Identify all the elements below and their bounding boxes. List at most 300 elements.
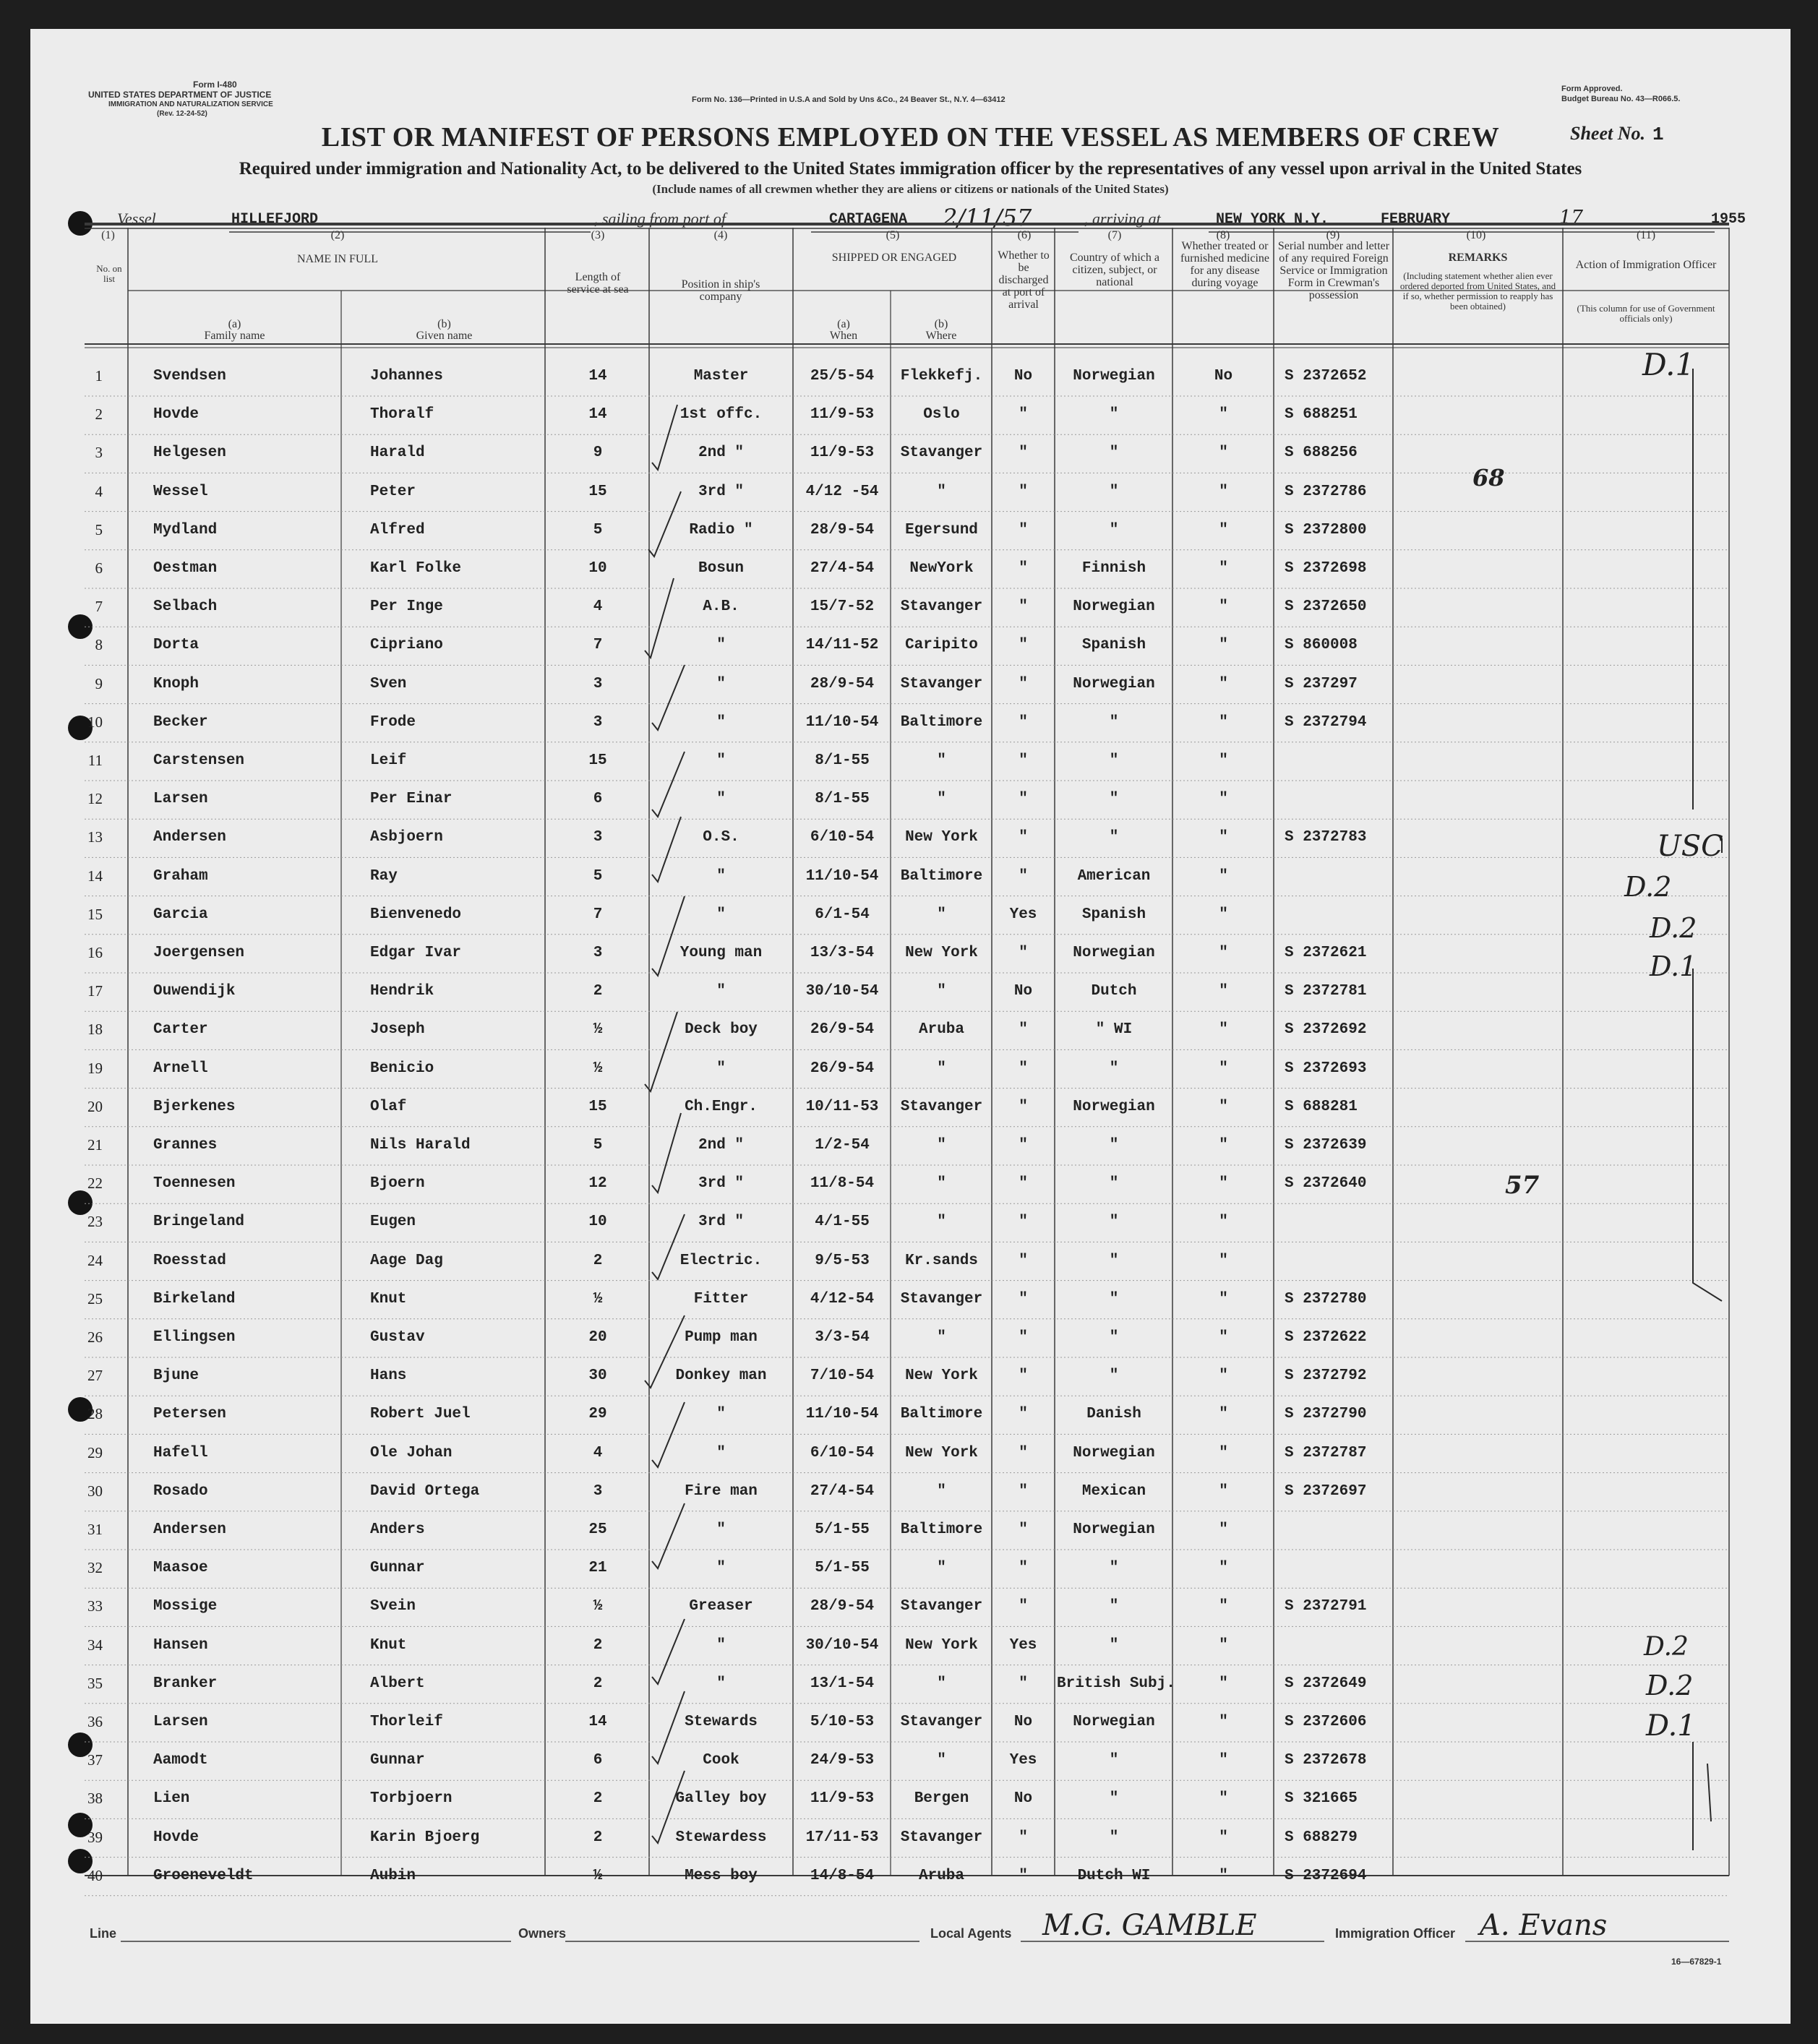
- cell-where: ": [937, 1482, 946, 1500]
- cell-where: Baltimore: [900, 867, 983, 885]
- cell-when: 14/8-54: [810, 1867, 875, 1884]
- row-number: 36: [87, 1713, 103, 1730]
- cell-disch: ": [1019, 1829, 1028, 1846]
- cell-disch: ": [1019, 1175, 1028, 1193]
- cell-treated: ": [1219, 637, 1228, 654]
- cell-treated: ": [1219, 1636, 1228, 1654]
- cell-disch: ": [1019, 1137, 1028, 1154]
- row-number: 21: [87, 1136, 103, 1154]
- row-number: 2: [95, 405, 103, 424]
- header-where-marker: (b): [934, 318, 948, 330]
- cell-where: Flekkefj.: [900, 368, 983, 385]
- cell-family: Helgesen: [153, 445, 226, 462]
- cell-family: Graham: [153, 867, 208, 885]
- cell-treated: ": [1219, 1098, 1228, 1115]
- cell-service: ½: [593, 1867, 603, 1884]
- cell-service: ½: [593, 1060, 603, 1077]
- cell-country: ": [1109, 445, 1119, 462]
- cell-service: 3: [593, 713, 603, 731]
- cell-family: Bringeland: [153, 1214, 245, 1231]
- page-title: LIST OR MANIFEST OF PERSONS EMPLOYED ON THE VESSEL AS MEMBERS OF CREW: [321, 122, 1500, 153]
- cell-position: 3rd ": [698, 1175, 744, 1193]
- cell-serial: S 2372640: [1285, 1175, 1367, 1193]
- cell-given: Olaf: [370, 1098, 407, 1115]
- row-number: 11: [87, 752, 103, 769]
- cell-position: ": [716, 1060, 726, 1077]
- cell-disch: ": [1019, 1367, 1028, 1385]
- cell-given: Albert: [370, 1675, 425, 1692]
- cell-service: ½: [593, 1598, 603, 1615]
- cell-service: 7: [593, 906, 603, 923]
- remark-row-23: 57: [1505, 1171, 1540, 1200]
- row-number: 32: [87, 1559, 103, 1577]
- cell-when: 1/2-54: [815, 1137, 870, 1154]
- cell-country: Mexican: [1081, 1482, 1146, 1500]
- cell-given: Gunnar: [370, 1752, 425, 1769]
- cell-treated: ": [1219, 1521, 1228, 1538]
- row-number: 27: [87, 1367, 103, 1385]
- cell-treated: ": [1219, 1752, 1228, 1769]
- cell-country: Norwegian: [1073, 675, 1155, 692]
- row-number: 16: [87, 944, 103, 961]
- cell-treated: ": [1219, 752, 1228, 769]
- cell-position: Young man: [679, 945, 763, 961]
- action-row-14: USC: [1657, 830, 1723, 863]
- row-number: 24: [87, 1251, 103, 1269]
- cell-where: ": [937, 1137, 946, 1154]
- cell-disch: ": [1019, 521, 1028, 538]
- cell-disch: No: [1013, 1714, 1033, 1730]
- cell-where: New York: [905, 1367, 978, 1385]
- row-number: 26: [87, 1328, 103, 1346]
- cell-treated: ": [1219, 1444, 1228, 1461]
- cell-treated: ": [1219, 598, 1228, 616]
- cell-when: 28/9-54: [810, 1598, 875, 1615]
- cell-when: 9/5-53: [815, 1252, 870, 1269]
- cell-serial: S 2372794: [1285, 713, 1367, 731]
- cell-position: ": [716, 1406, 726, 1423]
- cell-country: British Subj.: [1057, 1675, 1175, 1692]
- cell-service: 3: [593, 675, 603, 692]
- cell-serial: S 2372781: [1285, 983, 1367, 1000]
- cell-position: ": [716, 1521, 726, 1538]
- cell-family: Larsen: [153, 1714, 208, 1730]
- cell-disch: ": [1019, 1329, 1028, 1346]
- cell-position: ": [716, 1675, 726, 1692]
- cell-service: 15: [588, 483, 607, 500]
- cell-given: Asbjoern: [370, 829, 443, 846]
- action-row-1: D.1: [1642, 347, 1695, 382]
- row-number: 7: [95, 598, 103, 616]
- cell-serial: S 688281: [1285, 1098, 1358, 1115]
- col-num-2: (2): [330, 229, 345, 241]
- header-given-name: Given name: [416, 330, 473, 342]
- cell-treated: ": [1219, 521, 1228, 538]
- cell-when: 5/10-53: [810, 1714, 875, 1730]
- action-row-35: D.2: [1646, 1670, 1694, 1701]
- cell-serial: S 688256: [1285, 445, 1358, 462]
- cell-serial: S 2372650: [1285, 598, 1367, 616]
- col-num-10: (10): [1466, 229, 1486, 241]
- cell-given: David Ortega: [370, 1482, 480, 1500]
- cell-disch: ": [1019, 1214, 1028, 1231]
- cell-country: Norwegian: [1073, 1098, 1155, 1115]
- row-number: 14: [87, 867, 103, 885]
- cell-where: Baltimore: [900, 1521, 983, 1538]
- cell-when: 3/3-54: [815, 1329, 870, 1346]
- cell-family: Roesstad: [153, 1252, 226, 1269]
- cell-service: 30: [588, 1367, 607, 1385]
- cell-serial: S 2372652: [1285, 368, 1367, 385]
- cell-where: Caripito: [905, 637, 978, 654]
- cell-service: 6: [593, 1752, 603, 1769]
- cell-service: 25: [588, 1521, 607, 1538]
- cell-serial: S 688279: [1285, 1829, 1358, 1846]
- cell-position: 3rd ": [698, 483, 744, 500]
- cell-when: 4/1-55: [815, 1214, 870, 1231]
- cell-position: Stewardess: [675, 1829, 767, 1846]
- cell-when: 4/12 -54: [805, 483, 879, 500]
- vessel-label: Vessel: [117, 210, 156, 228]
- cell-country: Danish: [1086, 1406, 1141, 1423]
- cell-family: Ellingsen: [153, 1329, 236, 1346]
- row-number: 10: [87, 713, 103, 731]
- cell-when: 24/9-53: [810, 1752, 875, 1769]
- cell-family: Joergensen: [153, 945, 245, 961]
- cell-service: 2: [593, 1252, 603, 1269]
- cell-where: New York: [905, 1636, 978, 1654]
- cell-given: Gunnar: [370, 1560, 425, 1577]
- cell-disch: ": [1019, 1482, 1028, 1500]
- cell-position: ": [716, 983, 726, 1000]
- cell-position: Bosun: [698, 560, 744, 577]
- cell-serial: S 2372698: [1285, 560, 1367, 577]
- cell-when: 30/10-54: [805, 983, 879, 1000]
- footer-agents-signature: M.G. GAMBLE: [1042, 1909, 1257, 1942]
- cell-service: 4: [593, 1444, 603, 1461]
- cell-where: New York: [905, 829, 978, 846]
- cell-when: 8/1-55: [815, 791, 870, 808]
- cell-treated: ": [1219, 445, 1228, 462]
- cell-disch: ": [1019, 1098, 1028, 1115]
- cell-country: ": [1109, 1329, 1119, 1346]
- cell-family: Arnell: [153, 1060, 208, 1077]
- cell-given: Sven: [370, 675, 407, 692]
- cell-service: 5: [593, 521, 603, 538]
- cell-serial: S 2372678: [1285, 1752, 1367, 1769]
- cell-position: ": [716, 1560, 726, 1577]
- cell-country: ": [1109, 406, 1119, 424]
- header-length-of-service: Length of service at sea: [567, 271, 629, 296]
- cell-where: ": [937, 1214, 946, 1231]
- cell-country: American: [1077, 867, 1151, 885]
- cell-serial: S 2372621: [1285, 945, 1367, 961]
- cell-where: ": [937, 1752, 946, 1769]
- cell-service: 12: [588, 1175, 607, 1193]
- cell-family: Andersen: [153, 829, 226, 846]
- cell-when: 26/9-54: [810, 1060, 875, 1077]
- cell-country: Norwegian: [1073, 1521, 1155, 1538]
- cell-service: 2: [593, 1636, 603, 1654]
- cell-where: Stavanger: [900, 1598, 983, 1615]
- cell-where: Egersund: [905, 521, 978, 538]
- cell-serial: S 321665: [1285, 1790, 1358, 1808]
- cell-disch: Yes: [1009, 1752, 1037, 1769]
- row-number: 40: [87, 1866, 103, 1884]
- remark-row-4: 68: [1472, 464, 1505, 491]
- cell-position: Mess boy: [685, 1867, 758, 1884]
- cell-disch: ": [1019, 445, 1028, 462]
- cell-country: ": [1109, 521, 1119, 538]
- col-num-3: (3): [591, 229, 605, 241]
- header-family-name: Family name: [204, 330, 265, 342]
- cell-given: Johannes: [370, 368, 443, 385]
- cell-when: 11/10-54: [805, 713, 879, 731]
- header-action-note: (This column for use of Government officials only): [1577, 303, 1715, 324]
- cell-position: Cook: [703, 1752, 739, 1769]
- cell-service: 4: [593, 598, 603, 616]
- header-remarks-note: (Including statement whether alien ever ordered deported from United States, and if so, whether permission to reapply has been obtained): [1399, 270, 1556, 312]
- cell-serial: S 688251: [1285, 406, 1358, 424]
- cell-given: Cipriano: [370, 637, 443, 654]
- arrival-year: 1955: [1711, 211, 1746, 228]
- department-name: UNITED STATES DEPARTMENT OF JUSTICE: [88, 90, 272, 100]
- cell-treated: ": [1219, 1598, 1228, 1615]
- cell-position: ": [716, 713, 726, 731]
- cell-given: Per Einar: [370, 791, 453, 808]
- cell-disch: ": [1019, 829, 1028, 846]
- cell-where: ": [937, 906, 946, 923]
- cell-given: Aage Dag: [370, 1252, 443, 1269]
- cell-service: 7: [593, 637, 603, 654]
- cell-given: Robert Juel: [370, 1406, 471, 1423]
- service-name: IMMIGRATION AND NATURALIZATION SERVICE: [108, 100, 273, 108]
- cell-disch: ": [1019, 675, 1028, 692]
- cell-service: 9: [593, 445, 603, 462]
- row-number: 3: [95, 444, 103, 462]
- cell-when: 13/1-54: [810, 1675, 875, 1692]
- cell-country: ": [1109, 1060, 1119, 1077]
- cell-where: Stavanger: [900, 598, 983, 616]
- cell-where: Aruba: [918, 1021, 964, 1039]
- cell-family: Knoph: [153, 675, 200, 692]
- cell-where: Stavanger: [900, 445, 983, 462]
- bracket-line: [1707, 1764, 1711, 1821]
- cell-where: Stavanger: [900, 675, 983, 692]
- row-number: 1: [95, 367, 103, 385]
- cell-treated: ": [1219, 1675, 1228, 1692]
- cell-where: ": [937, 483, 946, 500]
- cell-when: 30/10-54: [805, 1636, 879, 1654]
- cell-serial: S 2372649: [1285, 1675, 1367, 1692]
- cell-where: Stavanger: [900, 1829, 983, 1846]
- cell-treated: ": [1219, 829, 1228, 846]
- cell-position: Stewards: [685, 1714, 758, 1730]
- col-num-1: (1): [101, 229, 115, 241]
- header-treated: Whether treated or furnished medicine for any disease during voyage: [1180, 240, 1270, 289]
- cell-service: 3: [593, 829, 603, 846]
- footer-line-label: Line: [90, 1926, 117, 1941]
- cell-disch: ": [1019, 637, 1028, 654]
- cell-country: ": [1109, 1560, 1119, 1577]
- cell-service: 14: [588, 1714, 607, 1730]
- form-approved: Form Approved.: [1561, 85, 1623, 93]
- cell-family: Hansen: [153, 1636, 208, 1654]
- cell-family: Becker: [153, 713, 208, 731]
- cell-treated: ": [1219, 1175, 1228, 1193]
- cell-when: 5/1-55: [815, 1521, 870, 1538]
- cell-country: ": [1109, 752, 1119, 769]
- cell-where: New York: [905, 1444, 978, 1461]
- cell-where: Baltimore: [900, 1406, 983, 1423]
- cell-service: ½: [593, 1290, 603, 1307]
- cell-family: Carter: [153, 1021, 208, 1039]
- handwritten-date: 2/11/57: [943, 204, 1032, 231]
- cell-when: 17/11-53: [805, 1829, 879, 1846]
- cell-service: 14: [588, 368, 607, 385]
- cell-when: 11/9-53: [810, 1790, 875, 1808]
- cell-given: Knut: [370, 1290, 407, 1307]
- cell-service: 10: [588, 560, 607, 577]
- cell-where: New York: [905, 945, 978, 961]
- cell-treated: ": [1219, 1137, 1228, 1154]
- cell-family: Larsen: [153, 791, 208, 808]
- cell-country: ": [1109, 713, 1119, 731]
- cell-family: Groeneveldt: [153, 1867, 254, 1884]
- cell-when: 11/9-53: [810, 406, 875, 424]
- cell-position: Master: [693, 368, 749, 385]
- col-num-9: (9): [1326, 229, 1340, 241]
- cell-serial: S 2372787: [1285, 1444, 1367, 1461]
- cell-family: Bjerkenes: [153, 1098, 236, 1115]
- cell-country: Norwegian: [1073, 1714, 1155, 1730]
- row-number: 13: [87, 828, 103, 846]
- header-name-in-full: NAME IN FULL: [297, 253, 378, 265]
- col-num-11: (11): [1636, 229, 1656, 241]
- cell-when: 28/9-54: [810, 675, 875, 692]
- cell-disch: ": [1019, 1560, 1028, 1577]
- cell-treated: ": [1219, 791, 1228, 808]
- cell-disch: ": [1019, 752, 1028, 769]
- cell-where: ": [937, 1675, 946, 1692]
- action-row-16: D.2: [1650, 912, 1697, 944]
- cell-position: ": [716, 752, 726, 769]
- cell-position: 2nd ": [698, 445, 744, 462]
- cell-when: 4/12-54: [810, 1290, 875, 1307]
- cell-disch: ": [1019, 1060, 1028, 1077]
- cell-given: Karl Folke: [370, 560, 462, 577]
- cell-treated: ": [1219, 675, 1228, 692]
- cell-service: 2: [593, 1829, 603, 1846]
- cell-given: Benicio: [370, 1060, 434, 1077]
- cell-where: Stavanger: [900, 1290, 983, 1307]
- cell-where: ": [937, 1329, 946, 1346]
- cell-treated: ": [1219, 1406, 1228, 1423]
- cell-position: ": [716, 906, 726, 923]
- cell-position: Donkey man: [675, 1367, 767, 1385]
- cell-given: Ole Johan: [370, 1444, 453, 1461]
- cell-country: ": [1109, 483, 1119, 500]
- cell-given: Gustav: [370, 1329, 425, 1346]
- row-number: 33: [87, 1597, 103, 1615]
- cell-service: 15: [588, 1098, 607, 1115]
- cell-position: O.S.: [703, 829, 739, 846]
- cell-serial: S 2372694: [1285, 1867, 1367, 1884]
- cell-treated: ": [1219, 906, 1228, 923]
- cell-country: Finnish: [1081, 560, 1146, 577]
- header-serial: Serial number and letter of any required Foreign Service or Immigration Form in Crewman's possession: [1277, 240, 1390, 301]
- cell-disch: ": [1019, 598, 1028, 616]
- subtitle: Required under immigration and Nationality Act, to be delivered to the United States immigration officer by the representatives of any vessel upon arrival in the United States: [239, 159, 1582, 179]
- col-num-6: (6): [1017, 229, 1032, 241]
- cell-country: ": [1109, 791, 1119, 808]
- cell-treated: ": [1219, 483, 1228, 500]
- cell-disch: ": [1019, 1675, 1028, 1692]
- cell-given: Karin Bjoerg: [370, 1829, 480, 1846]
- header-when: When: [829, 330, 858, 342]
- row-number: 29: [87, 1443, 103, 1461]
- header-given-marker: (b): [437, 318, 451, 330]
- cell-family: Andersen: [153, 1521, 226, 1538]
- cell-family: Svendsen: [153, 368, 226, 385]
- cell-given: Peter: [370, 483, 416, 500]
- header-country: Country of which a citizen, subject, or national: [1070, 252, 1159, 288]
- row-number: 28: [87, 1405, 103, 1423]
- header-remarks: REMARKS: [1448, 252, 1508, 264]
- cell-family: Aamodt: [153, 1752, 208, 1769]
- row-number: 8: [95, 636, 103, 654]
- cell-given: Svein: [370, 1598, 416, 1615]
- cell-disch: ": [1019, 1252, 1028, 1269]
- cell-family: Petersen: [153, 1406, 226, 1423]
- cell-when: 15/7-52: [810, 598, 875, 616]
- cell-disch: Yes: [1009, 906, 1037, 923]
- cell-where: Bergen: [914, 1790, 969, 1808]
- row-number: 31: [87, 1521, 103, 1538]
- row-number: 15: [87, 905, 103, 923]
- cell-when: 11/8-54: [810, 1175, 875, 1193]
- cell-disch: ": [1019, 791, 1028, 808]
- cell-treated: ": [1219, 867, 1228, 885]
- cell-service: 2: [593, 1675, 603, 1692]
- cell-serial: S 2372622: [1285, 1329, 1367, 1346]
- arrival-port: NEW YORK N.Y.: [1216, 211, 1329, 228]
- cell-family: Wessel: [153, 483, 208, 500]
- row-number: 38: [87, 1790, 103, 1808]
- cell-disch: No: [1013, 1790, 1033, 1808]
- cell-disch: ": [1019, 1444, 1028, 1461]
- cell-family: Grannes: [153, 1137, 218, 1154]
- cell-given: Alfred: [370, 521, 425, 538]
- footer-officer-signature: A. Evans: [1480, 1909, 1608, 1942]
- cell-disch: Yes: [1009, 1636, 1037, 1654]
- cell-family: Branker: [153, 1675, 218, 1692]
- row-number: 9: [95, 674, 103, 692]
- arrival-month: FEBRUARY: [1381, 211, 1451, 228]
- cell-disch: ": [1019, 406, 1028, 424]
- sheet-label: Sheet No.: [1570, 123, 1645, 144]
- col-num-5: (5): [886, 229, 900, 241]
- cell-position: Fitter: [693, 1290, 749, 1307]
- cell-disch: ": [1019, 1290, 1028, 1307]
- cell-treated: ": [1219, 1060, 1228, 1077]
- cell-when: 11/10-54: [805, 1406, 879, 1423]
- cell-given: Frode: [370, 713, 416, 731]
- cell-disch: ": [1019, 1598, 1028, 1615]
- cell-family: Selbach: [153, 598, 218, 616]
- cell-service: 20: [588, 1329, 607, 1346]
- action-row-17: D.1: [1650, 950, 1697, 982]
